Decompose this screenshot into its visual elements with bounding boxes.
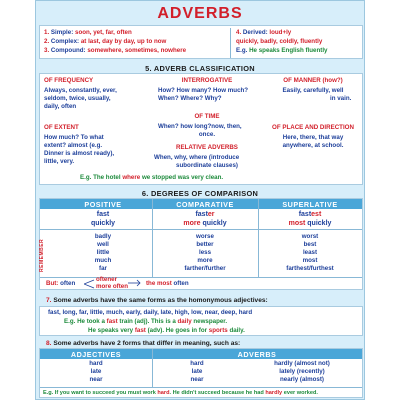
comparative-irregular: farther/further [184, 265, 226, 272]
section-7-example-1: E.g. He took a fast train (adj). This is a daily newspaper. [64, 318, 228, 325]
time-line: When? how long?now, then, [158, 123, 242, 130]
section-7-box [39, 306, 363, 336]
derived-example-sentence: E.g. He speaks English fluently [236, 47, 328, 54]
extent-line: Dinner is almost ready), [44, 150, 115, 157]
extent-line: How much? To what [44, 134, 104, 141]
manner-title: OF MANNER (how?) [283, 77, 343, 84]
frequency-line: seldom, twice, usually, [44, 95, 111, 102]
page-title: ADVERBS [157, 5, 243, 22]
adjective-item: late [90, 368, 102, 375]
section-7-title: 7. Some adverbs have the same forms as the homonymous adjectives: [46, 297, 268, 304]
adverb-item-a: late [191, 368, 203, 375]
type-derived: 4. Derived: loud+ly [236, 29, 292, 36]
remember-label: REMEMBER [39, 238, 45, 272]
time-title: OF TIME [194, 113, 220, 120]
arrow-right-icon [128, 277, 144, 289]
manner-line: in vain. [330, 95, 352, 102]
superlative-irregular: worst [301, 233, 319, 240]
positive-irregular: badly [94, 233, 112, 240]
comparison-box [39, 198, 363, 290]
extent-line: little, very. [44, 158, 75, 165]
place-title: OF PLACE AND DIRECTION [272, 124, 354, 131]
positive-irregular: much [94, 257, 112, 264]
superlative-header: SUPERLATIVE [282, 200, 338, 209]
frequency-line: Always, constantly, ever, [44, 87, 117, 94]
positive-irregular: little [96, 249, 110, 256]
comparative-regular-1: faster [195, 211, 215, 218]
adverbs-poster [35, 0, 365, 400]
section-8-box [39, 348, 363, 398]
type-compound: 3. Compound: somewhere, sometimes, nowhere [44, 47, 187, 54]
interrogative-title: INTERROGATIVE [181, 77, 233, 84]
relative-line: When, why, where (introduce [154, 154, 240, 161]
interrogative-line: How? How many? How much? [158, 87, 249, 94]
adverb-item-a: hard [190, 360, 204, 367]
comparative-header: COMPARATIVE [176, 200, 234, 209]
section-5-header: 5. ADVERB CLASSIFICATION [145, 64, 255, 73]
adverb-item-a: near [190, 376, 204, 383]
superlative-regular-1: fastest [298, 211, 322, 218]
positive-irregular: far [99, 265, 107, 272]
types-box [39, 25, 363, 59]
adverb-item-b: nearly (almost) [279, 376, 324, 383]
but-the-most-often: the most often [146, 280, 189, 287]
but-often-note: But: often [46, 280, 76, 287]
relative-example: E.g. The hotel where we stopped was very clean. [80, 174, 224, 181]
superlative-irregular: best [303, 241, 317, 248]
superlative-irregular: most [302, 257, 318, 264]
superlative-irregular: least [302, 249, 318, 256]
manner-line: Easily, carefully, well [282, 87, 344, 94]
section-6-header: 6. DEGREES OF COMPARISON [141, 189, 259, 198]
comparative-irregular: less [198, 249, 212, 256]
comparative-irregular: more [197, 257, 213, 264]
adjective-item: hard [89, 360, 103, 367]
comparative-irregular: better [196, 241, 214, 248]
section-8-title: 8. Some adverbs have 2 forms that differ in meaning, such as: [46, 340, 241, 347]
but-oftener: oftener [96, 276, 117, 283]
place-line: anywhere, at school. [282, 142, 344, 149]
homonymous-words: fast, long, far, little, much, early, daily, late, high, low, near, deep, hard [48, 309, 253, 316]
relative-line: subordinate clauses) [176, 162, 238, 169]
comparative-irregular: worse [196, 233, 214, 240]
derived-examples: quickly, badly, coldly, fluently [236, 38, 323, 45]
extent-line: extent? almost (e.g. [44, 142, 103, 149]
interrogative-line: When? Where? Why? [158, 95, 222, 102]
adverb-item-b: hardly (almost not) [274, 360, 330, 367]
place-line: Here, there, that way [282, 134, 344, 141]
section-8-example: E.g. If you want to succeed you must work hard. He didn't succeed because he had hardly ever worked. [43, 390, 318, 396]
positive-irregular: well [97, 241, 109, 248]
adverbs-header: ADVERBS [237, 350, 277, 359]
superlative-irregular: farthest/furthest [286, 265, 334, 272]
positive-header: POSITIVE [84, 200, 122, 209]
classification-box [39, 73, 363, 185]
frequency-line: daily, often [44, 103, 77, 110]
positive-regular-1: fast [96, 211, 110, 218]
frequency-title: OF FREQUENCY [44, 77, 94, 84]
adjective-item: near [89, 376, 103, 383]
section-7-example-2: He speaks very fast (adv). He goes in for sports daily. [88, 327, 245, 334]
comparative-regular-2: more quickly [183, 220, 227, 227]
type-complex: 2. Complex: at last, day by day, up to now [44, 38, 167, 45]
but-more-often: more often [96, 283, 128, 290]
extent-title: OF EXTENT [44, 124, 79, 131]
type-simple: 1. Simple: soon, yet, far, often [44, 29, 132, 36]
positive-regular-2: quickly [90, 220, 116, 227]
adjectives-header: ADJECTIVES [70, 350, 122, 359]
relative-title: RELATIVE ADVERBS [176, 144, 238, 151]
superlative-regular-2: most quickly [288, 220, 332, 227]
time-line: once. [198, 131, 216, 138]
adverb-item-b: lately (recently) [279, 368, 325, 375]
